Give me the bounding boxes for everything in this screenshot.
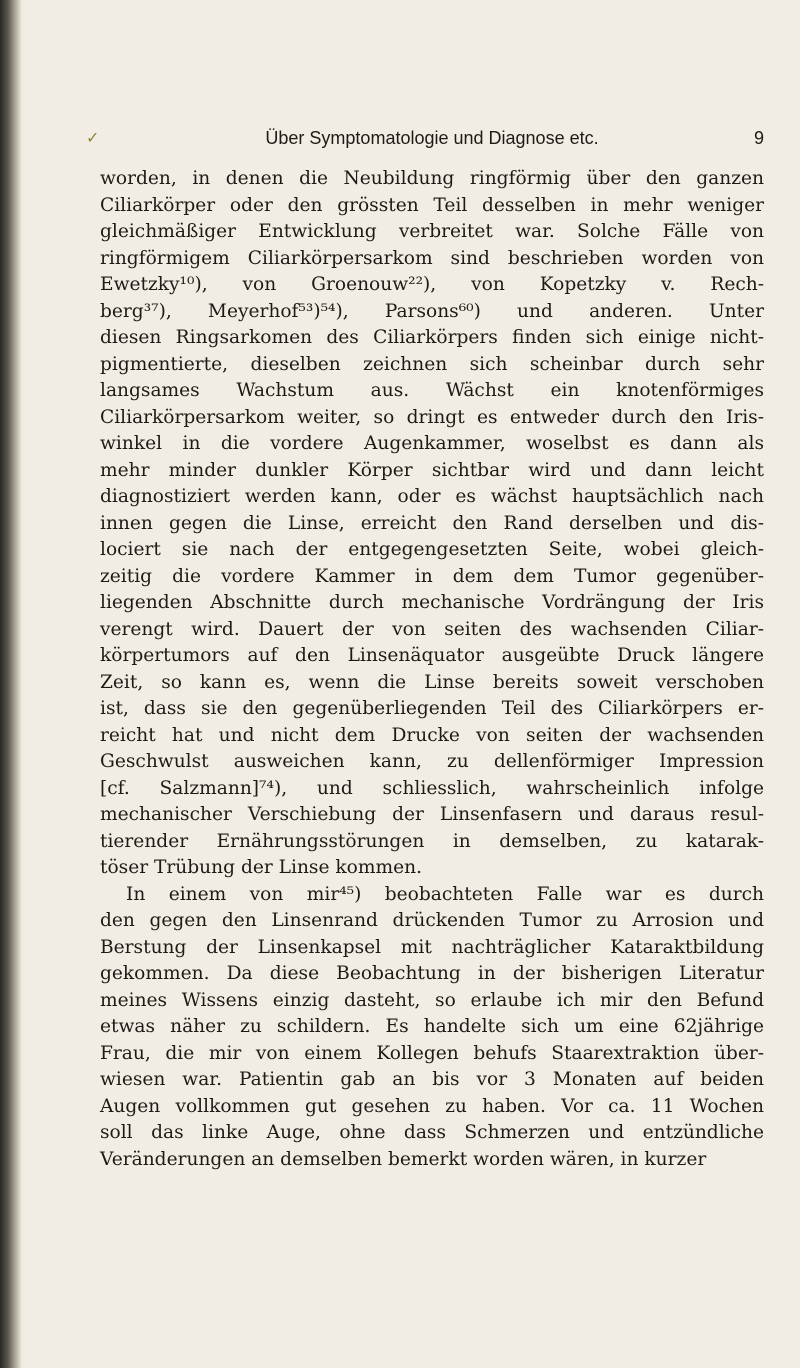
- text-line: winkel in die vordere Augenkammer, woselbst es dann als: [100, 433, 764, 454]
- text-line: Veränderungen an demselben bemerkt worden wären, in kurzer: [100, 1148, 707, 1170]
- text-line: Berstung der Linsenkapsel mit nachträglicher Kataraktbildung: [100, 936, 764, 958]
- text-line: worden, in denen die Neubildung ringförmig über den ganzen: [100, 168, 764, 189]
- text-line: innen gegen die Linse, erreicht den Rand derselben und dis-: [100, 512, 764, 534]
- text-line: verengt wird. Dauert der von seiten des wachsenden Ciliar-: [100, 618, 764, 640]
- text-line: berg³⁷), Meyerhof⁵³)⁵⁴), Parsons⁶⁰) und anderen. Unter: [100, 300, 764, 322]
- text-line: Geschwulst ausweichen kann, zu dellenförmiger Impression: [100, 751, 764, 772]
- text-line: wiesen war. Patientin gab an bis vor 3 Monaten auf beiden: [100, 1069, 764, 1090]
- text-line: mehr minder dunkler Körper sichtbar wird und dann leicht: [100, 459, 764, 481]
- text-line: Ciliarkörpersarkom weiter, so dringt es entweder durch den Iris-: [100, 406, 764, 428]
- text-line: soll das linke Auge, ohne dass Schmerzen und entzündliche: [100, 1122, 764, 1143]
- book-page: [86, 126, 764, 1173]
- text-line: gekommen. Da diese Beobachtung in der bisherigen Literatur: [100, 963, 764, 984]
- text-line: reicht hat und nicht dem Drucke von seiten der wachsenden: [100, 724, 764, 746]
- text-line: lociert sie nach der entgegengesetzten Seite, wobei gleich-: [100, 539, 764, 560]
- text-line: pigmentierte, dieselben zeichnen sich scheinbar durch sehr: [100, 353, 764, 375]
- text-line: den gegen den Linsenrand drückenden Tumor zu Arrosion und: [100, 910, 764, 931]
- text-line: Augen vollkommen gut gesehen zu haben. Vor ca. 11 Wochen: [100, 1095, 764, 1117]
- page-number: 9: [753, 128, 764, 148]
- text-line: Zeit, so kann es, wenn die Linse bereits soweit verschoben: [100, 671, 764, 693]
- text-line: etwas näher zu schildern. Es handelte sich um eine 62jährige: [100, 1016, 764, 1037]
- running-title: Über Symptomatologie und Diagnose etc.: [265, 128, 599, 148]
- text-line: liegenden Abschnitte durch mechanische Vordrängung der Iris: [100, 592, 764, 613]
- text-line: zeitig die vordere Kammer in dem dem Tumor gegenüber-: [100, 565, 764, 587]
- text-line: diesen Ringsarkomen des Ciliarkörpers finden sich einige nicht-: [100, 327, 764, 348]
- text-line: Ciliarkörper oder den grössten Teil desselben in mehr weniger: [100, 194, 764, 216]
- text-line: Frau, die mir von einem Kollegen behufs Staarextraktion über-: [100, 1042, 764, 1064]
- page-text: [100, 166, 764, 1173]
- text-line: [cf. Salzmann]⁷⁴), und schliesslich, wahrscheinlich infolge: [100, 777, 764, 799]
- pencil-mark-icon: ✓: [86, 130, 100, 147]
- text-line: meines Wissens einzig dasteht, so erlaube ich mir den Befund: [100, 989, 764, 1011]
- text-line: Ewetzky¹⁰), von Groenouw²²), von Kopetzky v. Rech-: [100, 274, 764, 295]
- text-line: langsames Wachstum aus. Wächst ein knotenförmiges: [100, 380, 764, 401]
- text-line: töser Trübung der Linse kommen.: [100, 857, 422, 878]
- text-line: mechanischer Verschiebung der Linsenfasern und daraus resul-: [100, 804, 764, 825]
- text-line: ringförmigem Ciliarkörpersarkom sind beschrieben worden von: [100, 247, 764, 269]
- text-line: In einem von mir⁴⁵) beobachteten Falle war es durch: [126, 883, 764, 905]
- text-line: gleichmäßiger Entwicklung verbreitet war. Solche Fälle von: [100, 221, 764, 242]
- book-binding-shadow: [0, 0, 22, 1368]
- text-line: diagnostiziert werden kann, oder es wächst hauptsächlich nach: [100, 486, 764, 507]
- text-line: tierender Ernährungsstörungen in demselben, zu katarak-: [100, 830, 764, 852]
- running-header: [86, 126, 764, 160]
- text-line: körpertumors auf den Linsenäquator ausgeübte Druck längere: [100, 645, 764, 666]
- text-line: ist, dass sie den gegenüberliegenden Teil des Ciliarkörpers er-: [100, 698, 764, 719]
